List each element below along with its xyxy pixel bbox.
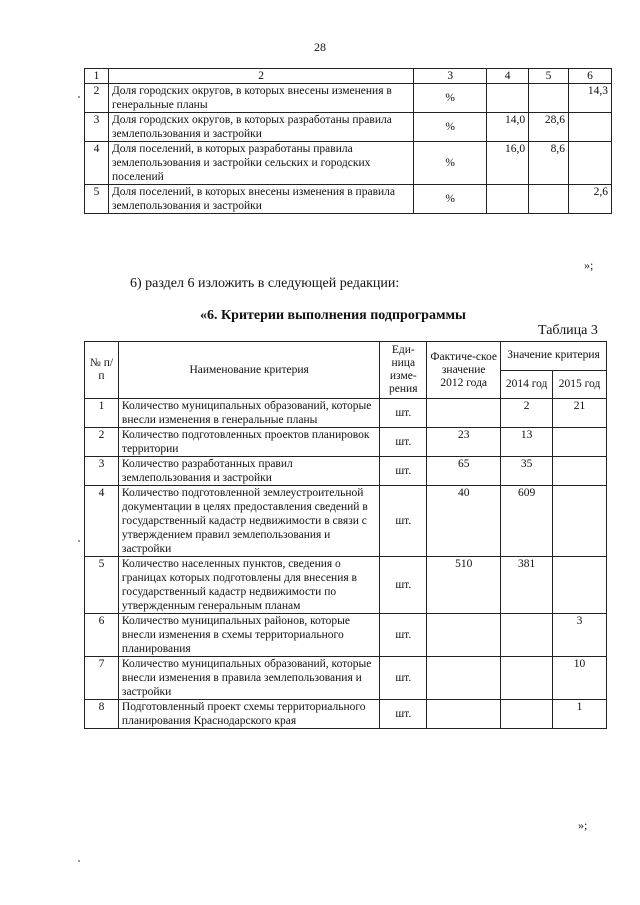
unit-cell: шт. [380, 557, 427, 614]
continued-table [84, 68, 612, 214]
unit-cell: шт. [380, 399, 427, 428]
header-cell: 1 [85, 69, 109, 84]
header-actual: Фактиче-ское значение 2012 года [427, 342, 501, 399]
row-number: 6 [85, 614, 119, 657]
unit-cell: шт. [380, 657, 427, 700]
header-number: № п/п [85, 342, 119, 399]
header-name: Наименование критерия [118, 342, 379, 399]
header-cell: 5 [529, 69, 569, 84]
value-2015-cell [553, 457, 607, 486]
table-label: Таблица 3 [538, 323, 598, 338]
value-cell: 2,6 [569, 185, 612, 214]
value-cell: 14,3 [569, 84, 612, 113]
header-cell: 4 [487, 69, 529, 84]
row-number: 1 [85, 399, 119, 428]
margin-dot [78, 860, 80, 862]
indicator-name: Доля городских округов, в которых разработаны правила землепользования и застройки [108, 113, 413, 142]
value-cell [529, 84, 569, 113]
unit-cell: % [414, 84, 487, 113]
value-2014-cell: 35 [501, 457, 553, 486]
criterion-name: Подготовленный проект схемы территориального планирования Краснодарского края [118, 700, 379, 729]
criteria-table [84, 341, 607, 729]
value-2015-cell: 3 [553, 614, 607, 657]
criterion-name: Количество муниципальных образований, которые внесли изменения в правила землепользования и застройки [118, 657, 379, 700]
margin-dot [78, 540, 80, 542]
actual-cell: 40 [427, 486, 501, 557]
row-number: 2 [85, 428, 119, 457]
value-cell [487, 84, 529, 113]
actual-cell: 23 [427, 428, 501, 457]
value-2015-cell: 1 [553, 700, 607, 729]
section-instruction: 6) раздел 6 изложить в следующей редакции: [130, 276, 400, 291]
indicator-name: Доля поселений, в которых внесены изменения в правила землепользования и застройки [108, 185, 413, 214]
unit-cell: % [414, 113, 487, 142]
row-number: 3 [85, 113, 109, 142]
unit-cell: % [414, 142, 487, 185]
table-row [85, 428, 607, 457]
value-2014-cell: 2 [501, 399, 553, 428]
value-cell: 8,6 [529, 142, 569, 185]
table-row [85, 486, 607, 557]
value-2014-cell [501, 614, 553, 657]
value-2014-cell: 381 [501, 557, 553, 614]
value-cell [487, 185, 529, 214]
table-row [85, 142, 612, 185]
value-cell: 16,0 [487, 142, 529, 185]
value-cell [529, 185, 569, 214]
table-header-row [85, 342, 607, 371]
row-number: 8 [85, 700, 119, 729]
indicator-name: Доля поселений, в которых разработаны правила землепользования и застройки сельских и городских поселений [108, 142, 413, 185]
table-row [85, 700, 607, 729]
row-number: 5 [85, 557, 119, 614]
indicator-name: Доля городских округов, в которых внесены изменения в генеральные планы [108, 84, 413, 113]
header-value: Значение критерия [501, 342, 607, 371]
actual-cell: 510 [427, 557, 501, 614]
actual-cell [427, 399, 501, 428]
row-number: 3 [85, 457, 119, 486]
table-row [85, 84, 612, 113]
closing-quote: »; [578, 818, 588, 832]
criterion-name: Количество муниципальных районов, которые внесли изменения в схемы территориального планирования [118, 614, 379, 657]
header-cell: 3 [414, 69, 487, 84]
criterion-name: Количество подготовленной землеустроительной документации в целях предоставления сведений в государственный кадастр недвижимости в связи с утверждением правил землепользования и застройки [118, 486, 379, 557]
closing-quote: »; [584, 258, 594, 272]
table-row [85, 557, 607, 614]
value-cell: 14,0 [487, 113, 529, 142]
value-cell: 28,6 [529, 113, 569, 142]
table-header-row [85, 69, 612, 84]
criterion-name: Количество разработанных правил землепользования и застройки [118, 457, 379, 486]
actual-cell [427, 614, 501, 657]
value-2014-cell [501, 700, 553, 729]
row-number: 7 [85, 657, 119, 700]
table-row [85, 657, 607, 700]
row-number: 4 [85, 486, 119, 557]
table-row [85, 113, 612, 142]
unit-cell: % [414, 185, 487, 214]
unit-cell: шт. [380, 486, 427, 557]
value-2015-cell: 10 [553, 657, 607, 700]
value-2015-cell [553, 486, 607, 557]
actual-cell [427, 657, 501, 700]
value-2014-cell [501, 657, 553, 700]
value-2015-cell [553, 428, 607, 457]
table-row [85, 185, 612, 214]
table-row [85, 457, 607, 486]
header-cell: 6 [569, 69, 612, 84]
actual-cell [427, 700, 501, 729]
criterion-name: Количество муниципальных образований, которые внесли изменения в генеральные планы [118, 399, 379, 428]
unit-cell: шт. [380, 700, 427, 729]
value-2014-cell: 609 [501, 486, 553, 557]
value-2015-cell: 21 [553, 399, 607, 428]
unit-cell: шт. [380, 457, 427, 486]
criterion-name: Количество населенных пунктов, сведения о границах которых подготовлены для внесения в государственный кадастр недвижимости по утвержденным генеральным планам [118, 557, 379, 614]
section-heading: «6. Критерии выполнения подпрограммы [200, 308, 466, 323]
header-unit: Еди-ница изме-рения [380, 342, 427, 399]
row-number: 5 [85, 185, 109, 214]
header-2014: 2014 год [501, 370, 553, 399]
margin-dot [78, 96, 80, 98]
header-2015: 2015 год [553, 370, 607, 399]
row-number: 4 [85, 142, 109, 185]
unit-cell: шт. [380, 614, 427, 657]
value-2015-cell [553, 557, 607, 614]
header-cell: 2 [108, 69, 413, 84]
actual-cell: 65 [427, 457, 501, 486]
unit-cell: шт. [380, 428, 427, 457]
table-row [85, 399, 607, 428]
value-cell [569, 142, 612, 185]
value-2014-cell: 13 [501, 428, 553, 457]
value-cell [569, 113, 612, 142]
row-number: 2 [85, 84, 109, 113]
table-row [85, 614, 607, 657]
page-number: 28 [314, 40, 326, 54]
criterion-name: Количество подготовленных проектов планировок территории [118, 428, 379, 457]
